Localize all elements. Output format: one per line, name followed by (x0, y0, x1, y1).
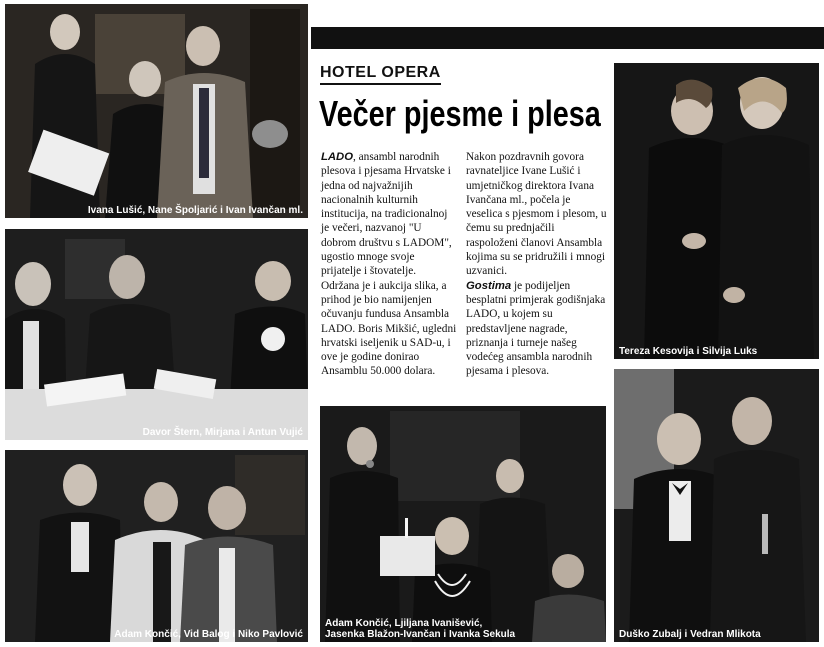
article-column-1 (321, 150, 457, 379)
photo-caption: Duško Zubalj i Vedran Mlikota (619, 629, 761, 640)
paragraph-text: Nakon pozdravnih govora ravnateljice Ivane Lušić i umjetničkog direktora Ivana Ivančana ml., počela je veselica s pjesmom i plesom, u čemu su prednjačili raspoloženi članovi Ansambla kojima su se pridružili i mnogi uzvanici. (466, 151, 607, 278)
photo-people-illustration (320, 406, 606, 642)
photo-zubalj-mlikota (614, 369, 819, 642)
article-column-2 (466, 150, 608, 379)
photo-caption: Tereza Kesovija i Silvija Luks (619, 346, 758, 357)
lead-word: LADO (321, 151, 354, 163)
article-paragraph (321, 150, 457, 379)
photo-people-illustration (5, 229, 308, 440)
photo-people-illustration (5, 4, 308, 218)
section-label: HOTEL OPERA (320, 64, 441, 85)
photo-caption: Ivana Lušić, Nane Špoljarić i Ivan Ivančan ml. (87, 205, 303, 216)
photo-koncic-ivanisevic-blazon-sekula (320, 406, 606, 642)
photo-people-illustration (614, 63, 819, 359)
photo-stern-vujic (5, 229, 308, 440)
photo-kesovija-luks (614, 63, 819, 359)
lead-word: Gostima (466, 279, 512, 292)
caption-line: Jasenka Blažon-Ivančan i Ivanka Sekula (325, 629, 516, 640)
article-paragraph (466, 150, 608, 279)
photo-koncic-balog-pavlovic (5, 450, 308, 642)
caption-line: Adam Končić, Ljiljana Ivanišević, (325, 618, 483, 629)
paragraph-text: , ansambl narodnih plesova i pjesama Hrvatske i jedna od najvažnijih nacionalnih kulturnih institucija, na tradicionalnoj je večeri, nazvanoj "U dobrom društvu s LADOM", ugostio mnoge svoje prijatelje i štovatelje. Održana je i aukcija slika, a prihod je bio namijenjen očuvanju fundusa Ansambla LADO. Boris Mikšić, ugledni hrvatski iseljenik u SAD-u, i ove je godine donirao Ansamblu 50.000 dolara. (321, 151, 457, 378)
article-headline: Večer pjesme i plesa (319, 93, 601, 134)
photo-people-illustration (614, 369, 819, 642)
photo-people-illustration (5, 450, 308, 642)
photo-caption (325, 618, 515, 640)
photo-caption: Adam Končić, Vid Balog i Niko Pavlović (114, 629, 303, 640)
photo-lusic-spoljaric-ivancan (5, 4, 308, 218)
paragraph-text: je podijeljen besplatni primjerak godišnjaka LADO, u kojem su predstavljene nagrade, priznanja i turneje našeg vodećeg ansambla narodnih pjesama i plesova. (466, 279, 606, 378)
article-paragraph (466, 279, 608, 379)
photo-caption: Davor Štern, Mirjana i Antun Vujić (142, 427, 303, 438)
header-bar (311, 27, 824, 49)
